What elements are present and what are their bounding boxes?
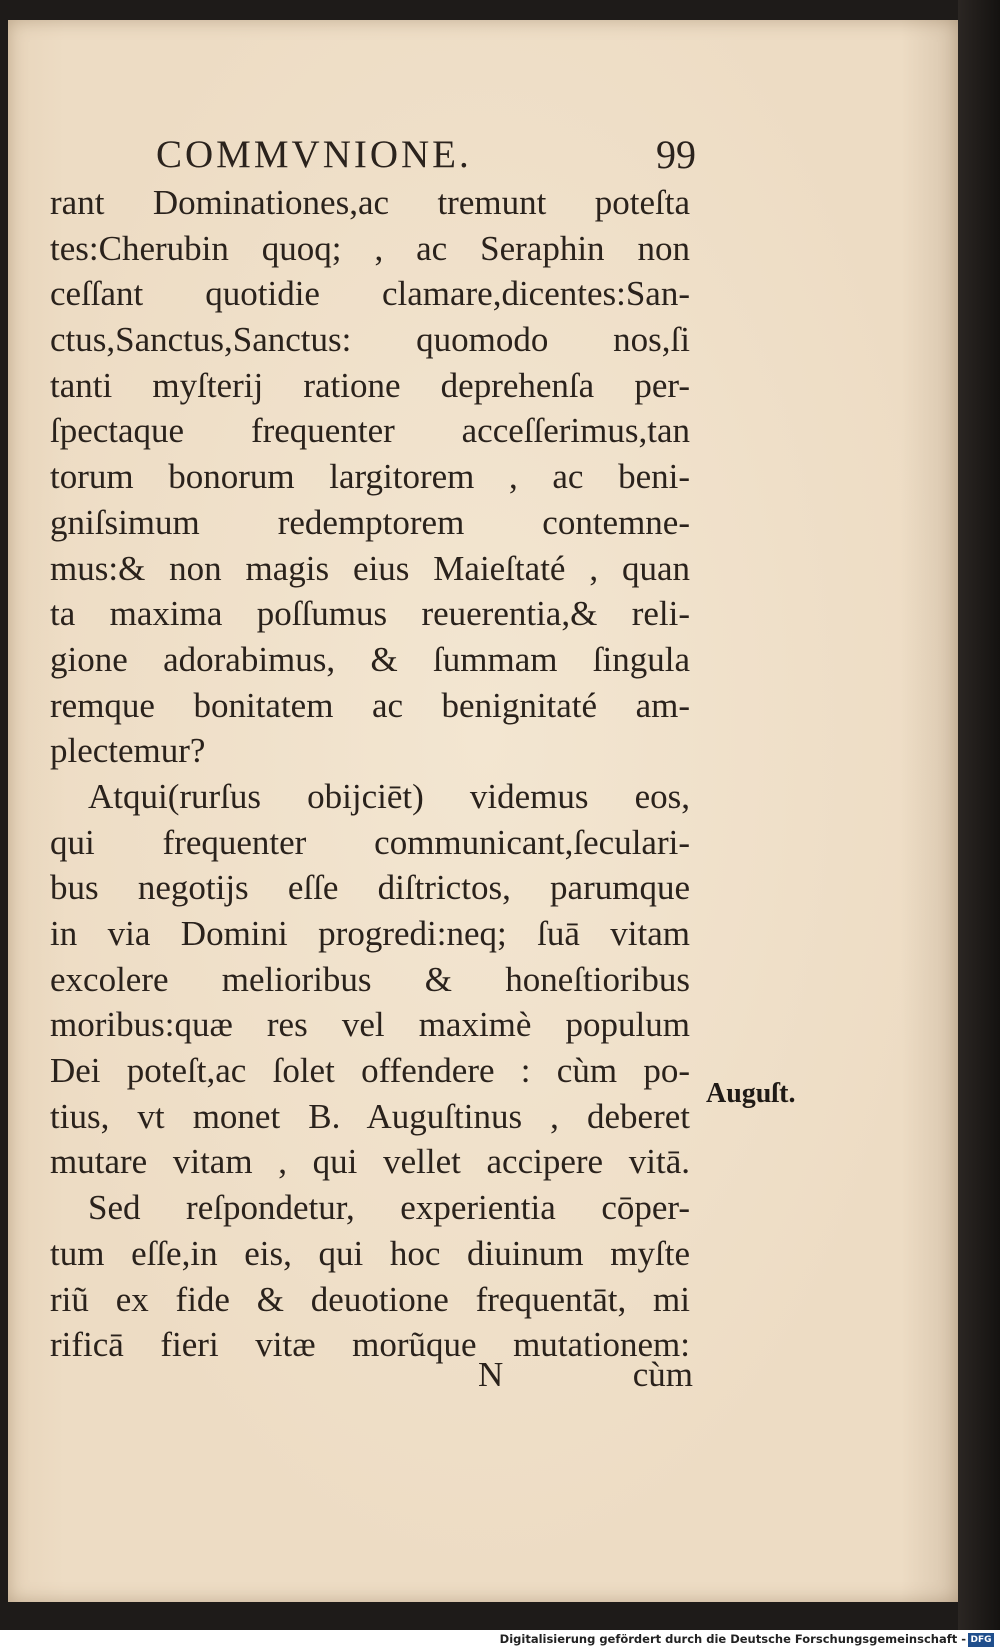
text-line: rant Dominationes,ac tremunt poteſta (50, 183, 690, 222)
text-line: riũ ex fide & deuotione frequentāt, mi (50, 1279, 690, 1319)
text-line: remque bonitatem ac benignitaté am- (50, 685, 690, 725)
text-line: excolere melioribus & honeſtioribus (50, 959, 690, 999)
text-line: torum bonorum largitorem , ac beni- (50, 457, 690, 497)
text-line: gniſsimum redemptorem contemne- (50, 502, 690, 542)
text-line: mutare vitam , qui vellet accipere vitā. (50, 1142, 690, 1182)
body-text (50, 180, 690, 1368)
funding-credit: Digitalisierung gefördert durch die Deutsche Forschungsgemeinschaft - (499, 1632, 966, 1646)
text-line: moribus:quæ res vel maximè populum (50, 1005, 690, 1045)
text-line: bus negotijs eſſe diſtrictos, parumque (50, 868, 690, 908)
page-header (156, 125, 696, 185)
signature-mark: N (478, 1355, 504, 1394)
text-line: ta maxima poſſumus reuerentia,& reli- (50, 594, 690, 634)
text-line: Dei poteſt,ac ſolet offendere : cùm po- (50, 1051, 690, 1091)
text-line: tum eſſe,in eis, qui hoc diuinum myſte (50, 1233, 690, 1273)
text-line: tius, vt monet B. Auguſtinus , deberet (50, 1096, 690, 1136)
running-head: COMMVNIONE. (156, 133, 472, 176)
text-line: plectemur? (50, 731, 206, 771)
text-line: in via Domini progredi:neq; ſuā vitam (50, 914, 690, 953)
book-page (8, 20, 958, 1602)
page-number: 99 (656, 132, 696, 177)
text-line: qui frequenter communicant,ſeculari- (50, 822, 690, 862)
footer-bar (0, 1630, 1000, 1651)
dfg-logo-icon: DFG (968, 1633, 994, 1647)
text-line: Atqui(rurſus obijciēt) videmus eos, (88, 776, 690, 816)
text-line: Sed reſpondetur, experientia cōper- (88, 1188, 690, 1228)
catchwords-line (478, 1355, 693, 1401)
text-line: tes:Cherubin quoq; , ac Seraphin non (50, 228, 690, 268)
text-line: rificā fieri vitæ morũque mutationem: (50, 1325, 690, 1365)
book-edge (958, 0, 1000, 1630)
text-line: ctus,Sanctus,Sanctus: quomodo nos,ſi (50, 320, 690, 360)
text-line: ſpectaque frequenter acceſſerimus,tan (50, 411, 690, 451)
text-line: tanti myſterij ratione deprehenſa per- (50, 365, 690, 405)
text-line: mus:& non magis eius Maieſtaté , quan (50, 548, 690, 588)
text-line: ceſſant quotidie clamare,dicentes:San- (50, 274, 690, 314)
text-line: gione adorabimus, & ſummam ſingula (50, 639, 690, 679)
marginal-note: Auguſt. (706, 1078, 796, 1109)
catchword: cùm (632, 1355, 693, 1394)
